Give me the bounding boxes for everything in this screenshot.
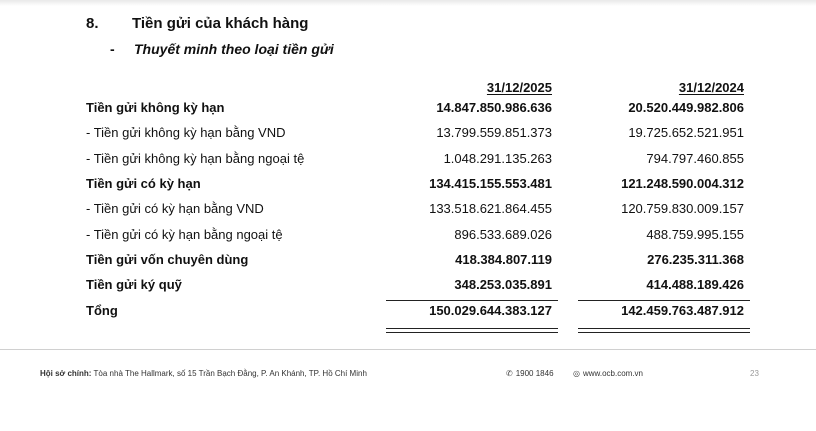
table-row xyxy=(86,151,746,171)
column-header-2024: 31/12/2024 xyxy=(678,80,744,95)
table-row xyxy=(86,100,746,120)
subtotal-rule-2025 xyxy=(386,300,558,301)
row-value-2024: 20.520.449.982.806 xyxy=(628,100,744,115)
row-value-2024: 794.797.460.855 xyxy=(646,151,744,166)
footer-phone xyxy=(506,369,554,378)
footer-address xyxy=(40,369,367,378)
row-label: - Tiền gửi không kỳ hạn bằng ngoại tệ xyxy=(86,151,305,166)
row-label: - Tiền gửi không kỳ hạn bằng VND xyxy=(86,125,286,140)
table-row xyxy=(86,176,746,196)
row-value-2024: 19.725.652.521.951 xyxy=(628,125,744,140)
total-value-2025: 150.029.644.383.127 xyxy=(429,303,552,318)
row-value-2024: 120.759.830.009.157 xyxy=(621,201,744,216)
row-value-2025: 348.253.035.891 xyxy=(454,277,552,292)
footer-address-text: Tòa nhà The Hallmark, số 15 Trần Bạch Đằng, P. An Khánh, TP. Hồ Chí Minh xyxy=(93,369,367,378)
row-value-2025: 1.048.291.135.263 xyxy=(443,151,552,166)
row-label: - Tiền gửi có kỳ hạn bằng ngoại tệ xyxy=(86,227,283,242)
total-label: Tổng xyxy=(86,303,118,318)
section-heading xyxy=(86,15,308,32)
row-label: Tiền gửi không kỳ hạn xyxy=(86,100,225,115)
grand-total-rule-2024 xyxy=(578,328,750,333)
sub-heading-dash: - xyxy=(110,41,115,57)
footer-website-text[interactable]: www.ocb.com.vn xyxy=(582,369,644,378)
table-row xyxy=(86,277,746,297)
table-row xyxy=(86,227,746,247)
row-label: Tiền gửi vốn chuyên dùng xyxy=(86,252,249,267)
row-label: Tiền gửi có kỳ hạn xyxy=(86,176,201,191)
total-value-2024: 142.459.763.487.912 xyxy=(621,303,744,318)
subtotal-rule-2024 xyxy=(578,300,750,301)
row-value-2025: 134.415.155.553.481 xyxy=(429,176,552,191)
footer-website[interactable] xyxy=(573,369,643,378)
row-label: - Tiền gửi có kỳ hạn bằng VND xyxy=(86,201,264,216)
table-row xyxy=(86,252,746,272)
row-label: Tiền gửi ký quỹ xyxy=(86,277,182,292)
phone-icon: ✆ xyxy=(506,369,513,378)
globe-icon: ◎ xyxy=(573,369,580,378)
row-value-2025: 14.847.850.986.636 xyxy=(436,100,552,115)
total-row xyxy=(86,303,746,323)
row-value-2024: 121.248.590.004.312 xyxy=(621,176,744,191)
top-scan-shadow xyxy=(0,0,816,6)
row-value-2025: 13.799.559.851.373 xyxy=(436,125,552,140)
sub-heading-title: Thuyết minh theo loại tiền gửi xyxy=(134,41,334,57)
row-value-2025: 133.518.621.864.455 xyxy=(429,201,552,216)
column-header-2025: 31/12/2025 xyxy=(486,80,552,95)
row-value-2025: 418.384.807.119 xyxy=(455,252,552,267)
table-row xyxy=(86,201,746,221)
section-number: 8. xyxy=(86,15,99,32)
row-value-2024: 414.488.189.426 xyxy=(646,277,744,292)
row-value-2025: 896.533.689.026 xyxy=(454,227,552,242)
row-value-2024: 276.235.311.368 xyxy=(647,252,744,267)
table-row xyxy=(86,125,746,145)
footer-divider xyxy=(0,349,816,350)
footer-address-label: Hội sở chính: xyxy=(40,369,92,378)
page-number: 23 xyxy=(750,369,759,378)
sub-heading xyxy=(110,41,334,57)
section-title: Tiền gửi của khách hàng xyxy=(132,15,309,32)
footer-phone-number: 1900 1846 xyxy=(515,369,554,378)
row-value-2024: 488.759.995.155 xyxy=(646,227,744,242)
grand-total-rule-2025 xyxy=(386,328,558,333)
